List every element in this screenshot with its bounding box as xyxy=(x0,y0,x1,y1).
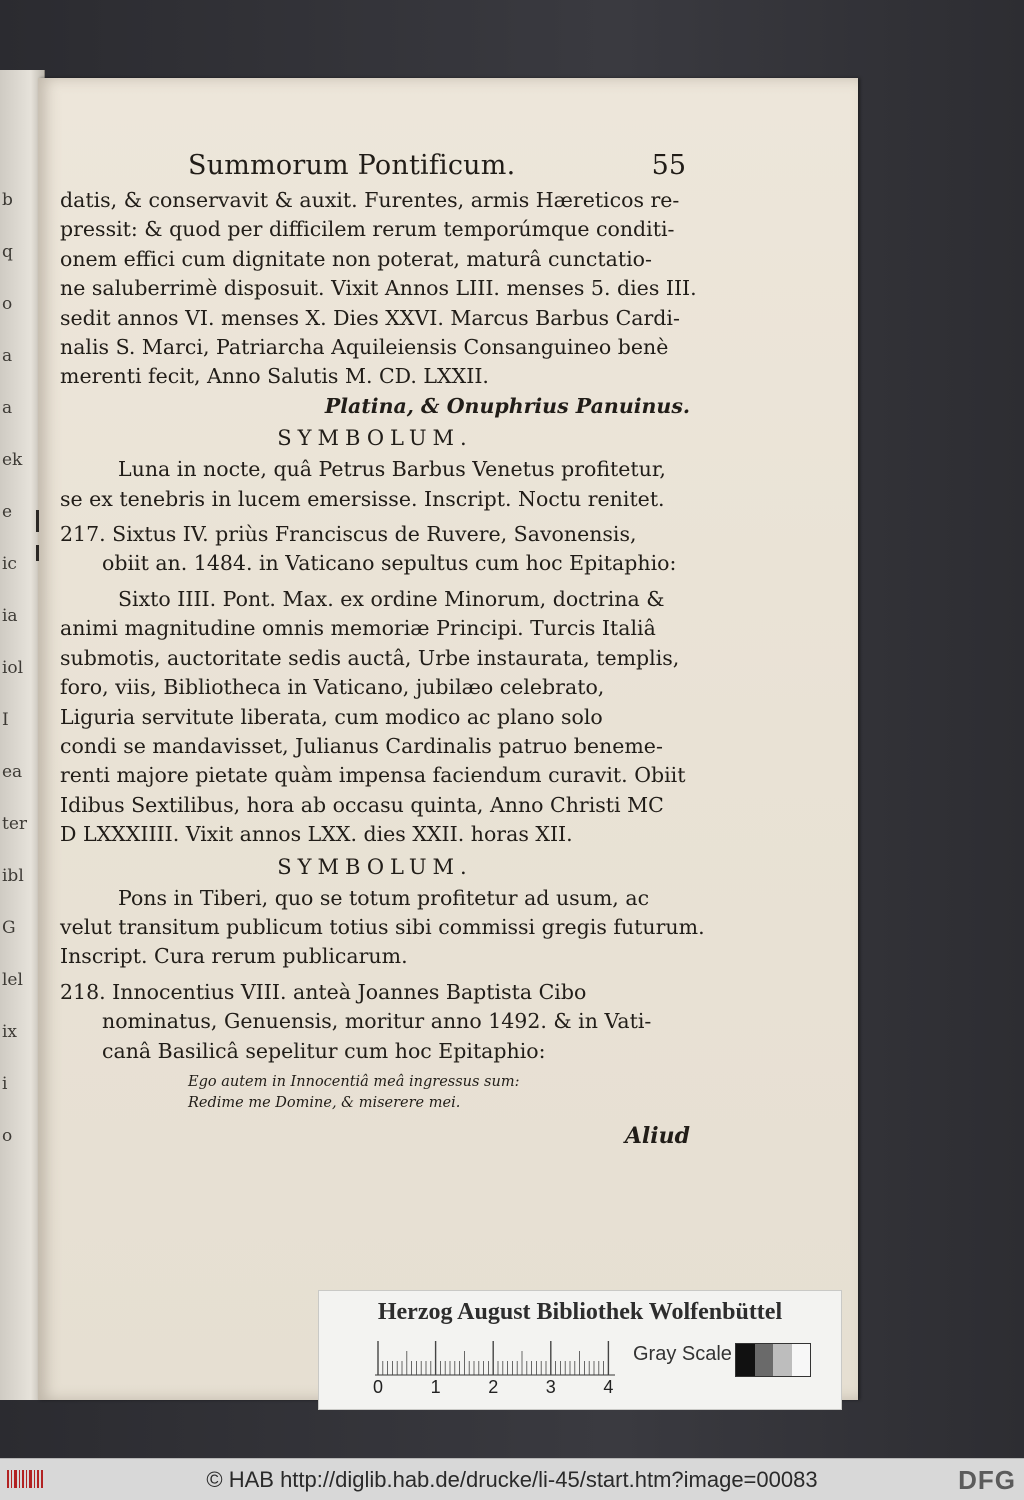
previous-page-fragment: e xyxy=(2,502,13,522)
gray-swatch xyxy=(736,1344,755,1376)
running-title: Summorum Pontificum. xyxy=(188,150,516,181)
gray-swatch xyxy=(792,1344,811,1376)
text-line: velut transitum publicum totius sibi commissi gregis futurum. xyxy=(60,914,705,939)
text-line: obiit an. 1484. in Vaticano sepultus cum hoc Epitaphio: xyxy=(102,551,677,576)
previous-page-fragment: b xyxy=(2,190,13,210)
viewer-footer xyxy=(0,1458,1024,1500)
previous-page-fragment: lel xyxy=(2,970,23,990)
previous-page-fragment: iol xyxy=(2,658,24,678)
section-heading: SYMBOLUM. xyxy=(277,426,473,451)
gray-swatch xyxy=(773,1344,792,1376)
text-line: nominatus, Genuensis, moritur anno 1492. & in Vati- xyxy=(102,1009,652,1034)
previous-page-fragment: ea xyxy=(2,762,23,782)
previous-page-fragment: ek xyxy=(2,450,23,470)
text-line: 217. Sixtus IV. priùs Franciscus de Ruvere, Savonensis, xyxy=(60,522,637,547)
text-line: Pons in Tiberi, quo se totum profitetur ad usum, ac xyxy=(118,885,650,910)
previous-page-fragment: I xyxy=(2,710,9,730)
page-text xyxy=(60,150,705,1151)
text-line: Luna in nocte, quâ Petrus Barbus Venetus profitetur, xyxy=(118,457,666,482)
color-calibration-card xyxy=(318,1290,842,1410)
scale-number: 1 xyxy=(430,1377,441,1397)
text-line: renti majore pietate quàm impensa faciendum curavit. Obiit xyxy=(60,763,686,788)
text-line: Platina, & Onuphrius Panuinus. xyxy=(324,393,690,418)
previous-page-fragment: o xyxy=(2,294,13,314)
text-line: onem effici cum dignitate non poterat, maturâ cunctatio- xyxy=(60,246,652,271)
dfg-logo: DFG xyxy=(958,1465,1016,1495)
text-line: foro, viis, Bibliotheca in Vaticano, jubilæo celebrato, xyxy=(60,675,605,700)
previous-page-fragment: ter xyxy=(2,814,28,834)
text-line: D LXXXIIII. Vixit annos LXX. dies XXII. horas XII. xyxy=(60,822,573,847)
previous-page-fragment: G xyxy=(2,918,16,938)
gray-scale-bar xyxy=(735,1343,811,1377)
text-line: merenti fecit, Anno Salutis M. CD. LXXII. xyxy=(60,364,489,389)
epitaph-line: Ego autem in Innocentiâ meâ ingressus sum: xyxy=(188,1073,520,1090)
gutter-mark xyxy=(36,545,39,561)
text-line: canâ Basilicâ sepelitur cum hoc Epitaphio: xyxy=(102,1038,546,1063)
previous-page-fragment: a xyxy=(2,398,13,418)
library-name: Herzog August Bibliothek Wolfenbüttel xyxy=(377,1299,783,1325)
text-line: animi magnitudine omnis memoriæ Principi. Turcis Italiâ xyxy=(60,616,656,641)
gray-swatch xyxy=(755,1344,774,1376)
scale-number: 4 xyxy=(603,1377,614,1397)
previous-page-fragment: ix xyxy=(2,1022,18,1042)
previous-page-fragment: a xyxy=(2,346,13,366)
text-line: condi se mandavisset, Julianus Cardinalis patruo beneme- xyxy=(60,733,663,758)
text-line: submotis, auctoritate sedis auctâ, Urbe instaurata, templis, xyxy=(60,645,680,670)
catchword: Aliud xyxy=(624,1122,690,1149)
text-line: ne saluberrimè disposuit. Vixit Annos LIII. menses 5. dies III. xyxy=(60,276,697,301)
scale-number: 2 xyxy=(488,1377,499,1397)
text-lines xyxy=(60,186,705,1151)
gray-scale-label: Gray Scale xyxy=(633,1343,732,1365)
previous-page-fragment: i xyxy=(2,1074,8,1094)
text-line: se ex tenebris in lucem emersisse. Inscript. Noctu renitet. xyxy=(60,486,665,511)
text-line: Inscript. Cura rerum publicarum. xyxy=(60,944,408,969)
epitaph-line: Redime me Domine, & miserere mei. xyxy=(188,1094,461,1111)
previous-page-fragment: ibl xyxy=(2,866,24,886)
page-number: 55 xyxy=(651,150,686,181)
text-line: Liguria servitute liberata, cum modico ac plano solo xyxy=(60,704,603,729)
text-line: sedit annos VI. menses X. Dies XXVI. Marcus Barbus Cardi- xyxy=(60,305,680,330)
ruler-scale xyxy=(375,1341,615,1377)
gutter-mark xyxy=(36,510,39,532)
previous-page-fragment: ia xyxy=(2,606,18,626)
text-line: pressit: & quod per difficilem rerum temporúmque conditi- xyxy=(60,217,675,242)
text-line: Sixto IIII. Pont. Max. ex ordine Minorum, doctrina & xyxy=(118,586,665,611)
copyright-url[interactable]: © HAB http://diglib.hab.de/drucke/li-45/start.htm?image=00083 xyxy=(206,1467,818,1492)
previous-page-fragment: q xyxy=(2,242,13,262)
text-line: Idibus Sextilibus, hora ab occasu quinta, Anno Christi MC xyxy=(60,792,664,817)
text-line: nalis S. Marci, Patriarcha Aquileiensis Consanguineo benè xyxy=(60,335,669,360)
section-heading: SYMBOLUM. xyxy=(277,854,473,879)
scale-number: 0 xyxy=(373,1377,384,1397)
scale-number: 3 xyxy=(545,1377,556,1397)
previous-page-fragment: ic xyxy=(2,554,17,574)
previous-page-fragment: o xyxy=(2,1126,13,1146)
page-header xyxy=(60,150,690,186)
text-line: datis, & conservavit & auxit. Furentes, armis Hæreticos re- xyxy=(60,188,680,212)
text-line: 218. Innocentius VIII. anteà Joannes Baptista Cibo xyxy=(60,979,587,1004)
